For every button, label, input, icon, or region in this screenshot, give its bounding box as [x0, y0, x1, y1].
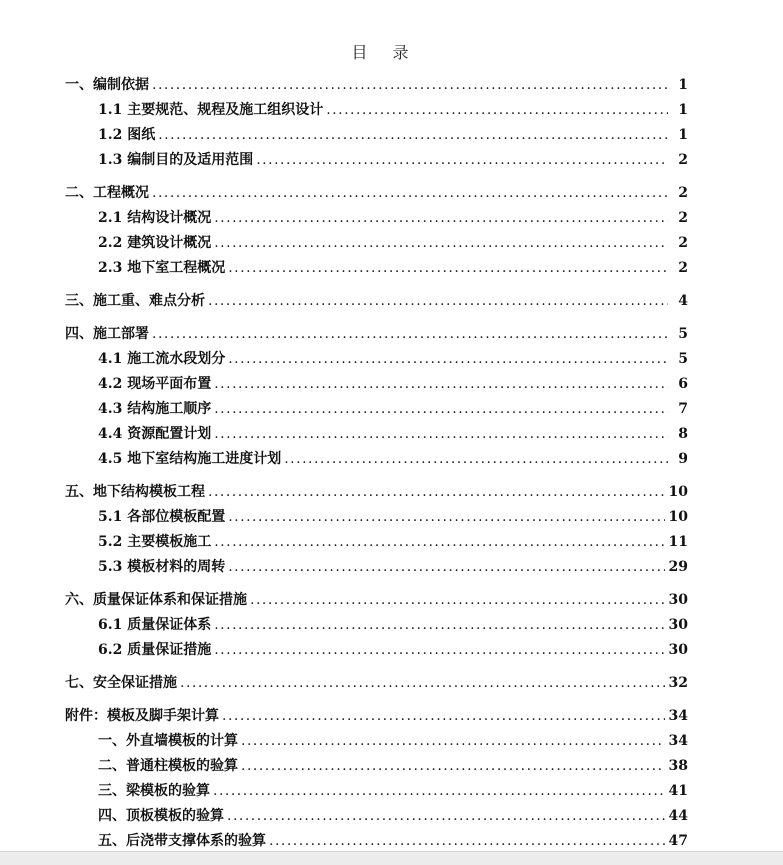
toc-entry[interactable]: [65, 672, 688, 694]
toc-entry-label: 4.1 施工流水段划分: [98, 351, 226, 367]
toc-entry-page: 34: [668, 733, 688, 749]
toc-entry-label: 6.1 质量保证体系: [98, 617, 212, 633]
toc-entry-page: 8: [678, 426, 688, 442]
dot-leader: [214, 614, 664, 636]
toc-entry-label: 6.2 质量保证措施: [98, 642, 212, 658]
toc-entry-label: 二、普通柱模板的验算: [98, 758, 238, 774]
toc-entry-label: 五、后浇带支撑体系的验算: [98, 833, 266, 849]
dot-leader: [180, 672, 665, 694]
dot-leader: [214, 398, 668, 420]
toc-entry[interactable]: [98, 423, 688, 445]
toc-entry-label: 六、质量保证体系和保证措施: [65, 592, 247, 608]
toc-entry-page: 34: [668, 708, 688, 724]
dot-leader: [241, 755, 665, 777]
toc-entry-label: 2.1 结构设计概况: [98, 210, 212, 226]
dot-leader: [269, 830, 665, 852]
toc-title: 目 录: [351, 43, 419, 62]
toc-entry[interactable]: [98, 506, 688, 528]
toc-entry-page: 44: [668, 808, 688, 824]
toc-entry-page: 1: [678, 102, 688, 118]
toc-entry[interactable]: [98, 149, 688, 171]
toc-entry-page: 2: [678, 185, 688, 201]
dot-leader: [214, 531, 664, 553]
toc-entry-label: 四、施工部署: [65, 326, 149, 342]
toc-entry-label: 三、施工重、难点分析: [65, 293, 205, 309]
toc-entry[interactable]: [98, 348, 688, 370]
toc-entry-page: 2: [678, 152, 688, 168]
toc-entry-page: 38: [668, 758, 688, 774]
dot-leader: [241, 730, 665, 752]
dot-leader: [250, 589, 665, 611]
toc-entry-page: 11: [668, 534, 688, 550]
toc-entry-page: 30: [668, 642, 688, 658]
dot-leader: [214, 207, 668, 229]
toc-entry-page: 2: [678, 235, 688, 251]
toc-entry-label: 四、顶板模板的验算: [98, 808, 224, 824]
dot-leader: [326, 99, 668, 121]
toc-entry[interactable]: [98, 556, 688, 578]
dot-leader: [152, 323, 668, 345]
toc-entry[interactable]: [98, 614, 688, 636]
toc-entry-page: 30: [668, 617, 688, 633]
dot-leader: [214, 423, 668, 445]
dot-leader: [228, 348, 668, 370]
toc-entry-page: 6: [678, 376, 688, 392]
toc-entry[interactable]: [98, 531, 688, 553]
dot-leader: [152, 182, 668, 204]
toc-entry[interactable]: [98, 373, 688, 395]
toc-entry-label: 2.3 地下室工程概况: [98, 260, 226, 276]
toc-entry-page: 29: [668, 559, 688, 575]
dot-leader: [208, 290, 668, 312]
toc-entry[interactable]: [65, 323, 688, 345]
toc-entry[interactable]: [98, 639, 688, 661]
toc-entry-label: 1.2 图纸: [98, 127, 156, 143]
toc-entry-page: 4: [678, 293, 688, 309]
dot-leader: [228, 506, 664, 528]
dot-leader: [227, 805, 665, 827]
toc-entry-label: 4.5 地下室结构施工进度计划: [98, 451, 282, 467]
toc-entry-page: 2: [678, 260, 688, 276]
toc-entry[interactable]: [98, 124, 688, 146]
toc-entry[interactable]: [98, 780, 688, 802]
toc-entry-label: 一、外直墙模板的计算: [98, 733, 238, 749]
toc-entry-page: 5: [678, 326, 688, 342]
toc-entry-page: 5: [678, 351, 688, 367]
dot-leader: [214, 232, 668, 254]
toc-entry[interactable]: [98, 257, 688, 279]
toc-entry-label: 一、编制依据: [65, 77, 149, 93]
toc-entry-page: 1: [678, 127, 688, 143]
toc-entry[interactable]: [65, 74, 688, 96]
dot-leader: [158, 124, 668, 146]
toc-entry-page: 9: [678, 451, 688, 467]
toc-entry[interactable]: [65, 481, 688, 503]
toc-entry[interactable]: [98, 448, 688, 470]
dot-leader: [228, 257, 668, 279]
toc-entry-label: 4.4 资源配置计划: [98, 426, 212, 442]
toc-entry[interactable]: [98, 805, 688, 827]
toc-entry-page: 2: [678, 210, 688, 226]
toc-entry[interactable]: [65, 182, 688, 204]
toc-entry[interactable]: [65, 589, 688, 611]
toc-entry-label: 2.2 建筑设计概况: [98, 235, 212, 251]
viewer-bottom-bar: [0, 851, 783, 865]
toc-entry[interactable]: [98, 207, 688, 229]
dot-leader: [228, 556, 664, 578]
dot-leader: [213, 780, 665, 802]
dot-leader: [284, 448, 668, 470]
toc-entry-label: 七、安全保证措施: [65, 675, 177, 691]
dot-leader: [222, 705, 665, 727]
dot-leader: [214, 639, 664, 661]
toc-entry-page: 47: [668, 833, 688, 849]
toc-entry[interactable]: [98, 232, 688, 254]
toc-entry-page: 10: [668, 509, 688, 525]
toc-entry-label: 1.1 主要规范、规程及施工组织设计: [98, 102, 324, 118]
toc-entry[interactable]: [98, 398, 688, 420]
toc-entry[interactable]: [98, 830, 688, 852]
toc-entry-label: 1.3 编制目的及适用范围: [98, 152, 254, 168]
toc-entry[interactable]: [98, 755, 688, 777]
toc-entry[interactable]: [65, 290, 688, 312]
dot-leader: [152, 74, 668, 96]
toc-entry-label: 4.2 现场平面布置: [98, 376, 212, 392]
toc-entry-label: 5.3 模板材料的周转: [98, 559, 226, 575]
toc-entry-label: 二、工程概况: [65, 185, 149, 201]
toc-entry-page: 30: [668, 592, 688, 608]
dot-leader: [256, 149, 668, 171]
toc-entry-page: 32: [668, 675, 688, 691]
toc-entry-label: 附件：模板及脚手架计算: [65, 708, 219, 724]
toc-entry[interactable]: [98, 730, 688, 752]
dot-leader: [214, 373, 668, 395]
toc-entry[interactable]: [98, 99, 688, 121]
toc-entry-page: 7: [678, 401, 688, 417]
toc-entry-label: 五、地下结构模板工程: [65, 484, 205, 500]
toc-entry[interactable]: [65, 705, 688, 727]
toc-entry-label: 5.2 主要模板施工: [98, 534, 212, 550]
toc-entry-page: 1: [678, 77, 688, 93]
toc-entry-label: 三、梁模板的验算: [98, 783, 210, 799]
toc-entry-label: 4.3 结构施工顺序: [98, 401, 212, 417]
dot-leader: [208, 481, 665, 503]
toc-entry-label: 5.1 各部位模板配置: [98, 509, 226, 525]
toc-entry-page: 41: [668, 783, 688, 799]
toc-entry-page: 10: [668, 484, 688, 500]
